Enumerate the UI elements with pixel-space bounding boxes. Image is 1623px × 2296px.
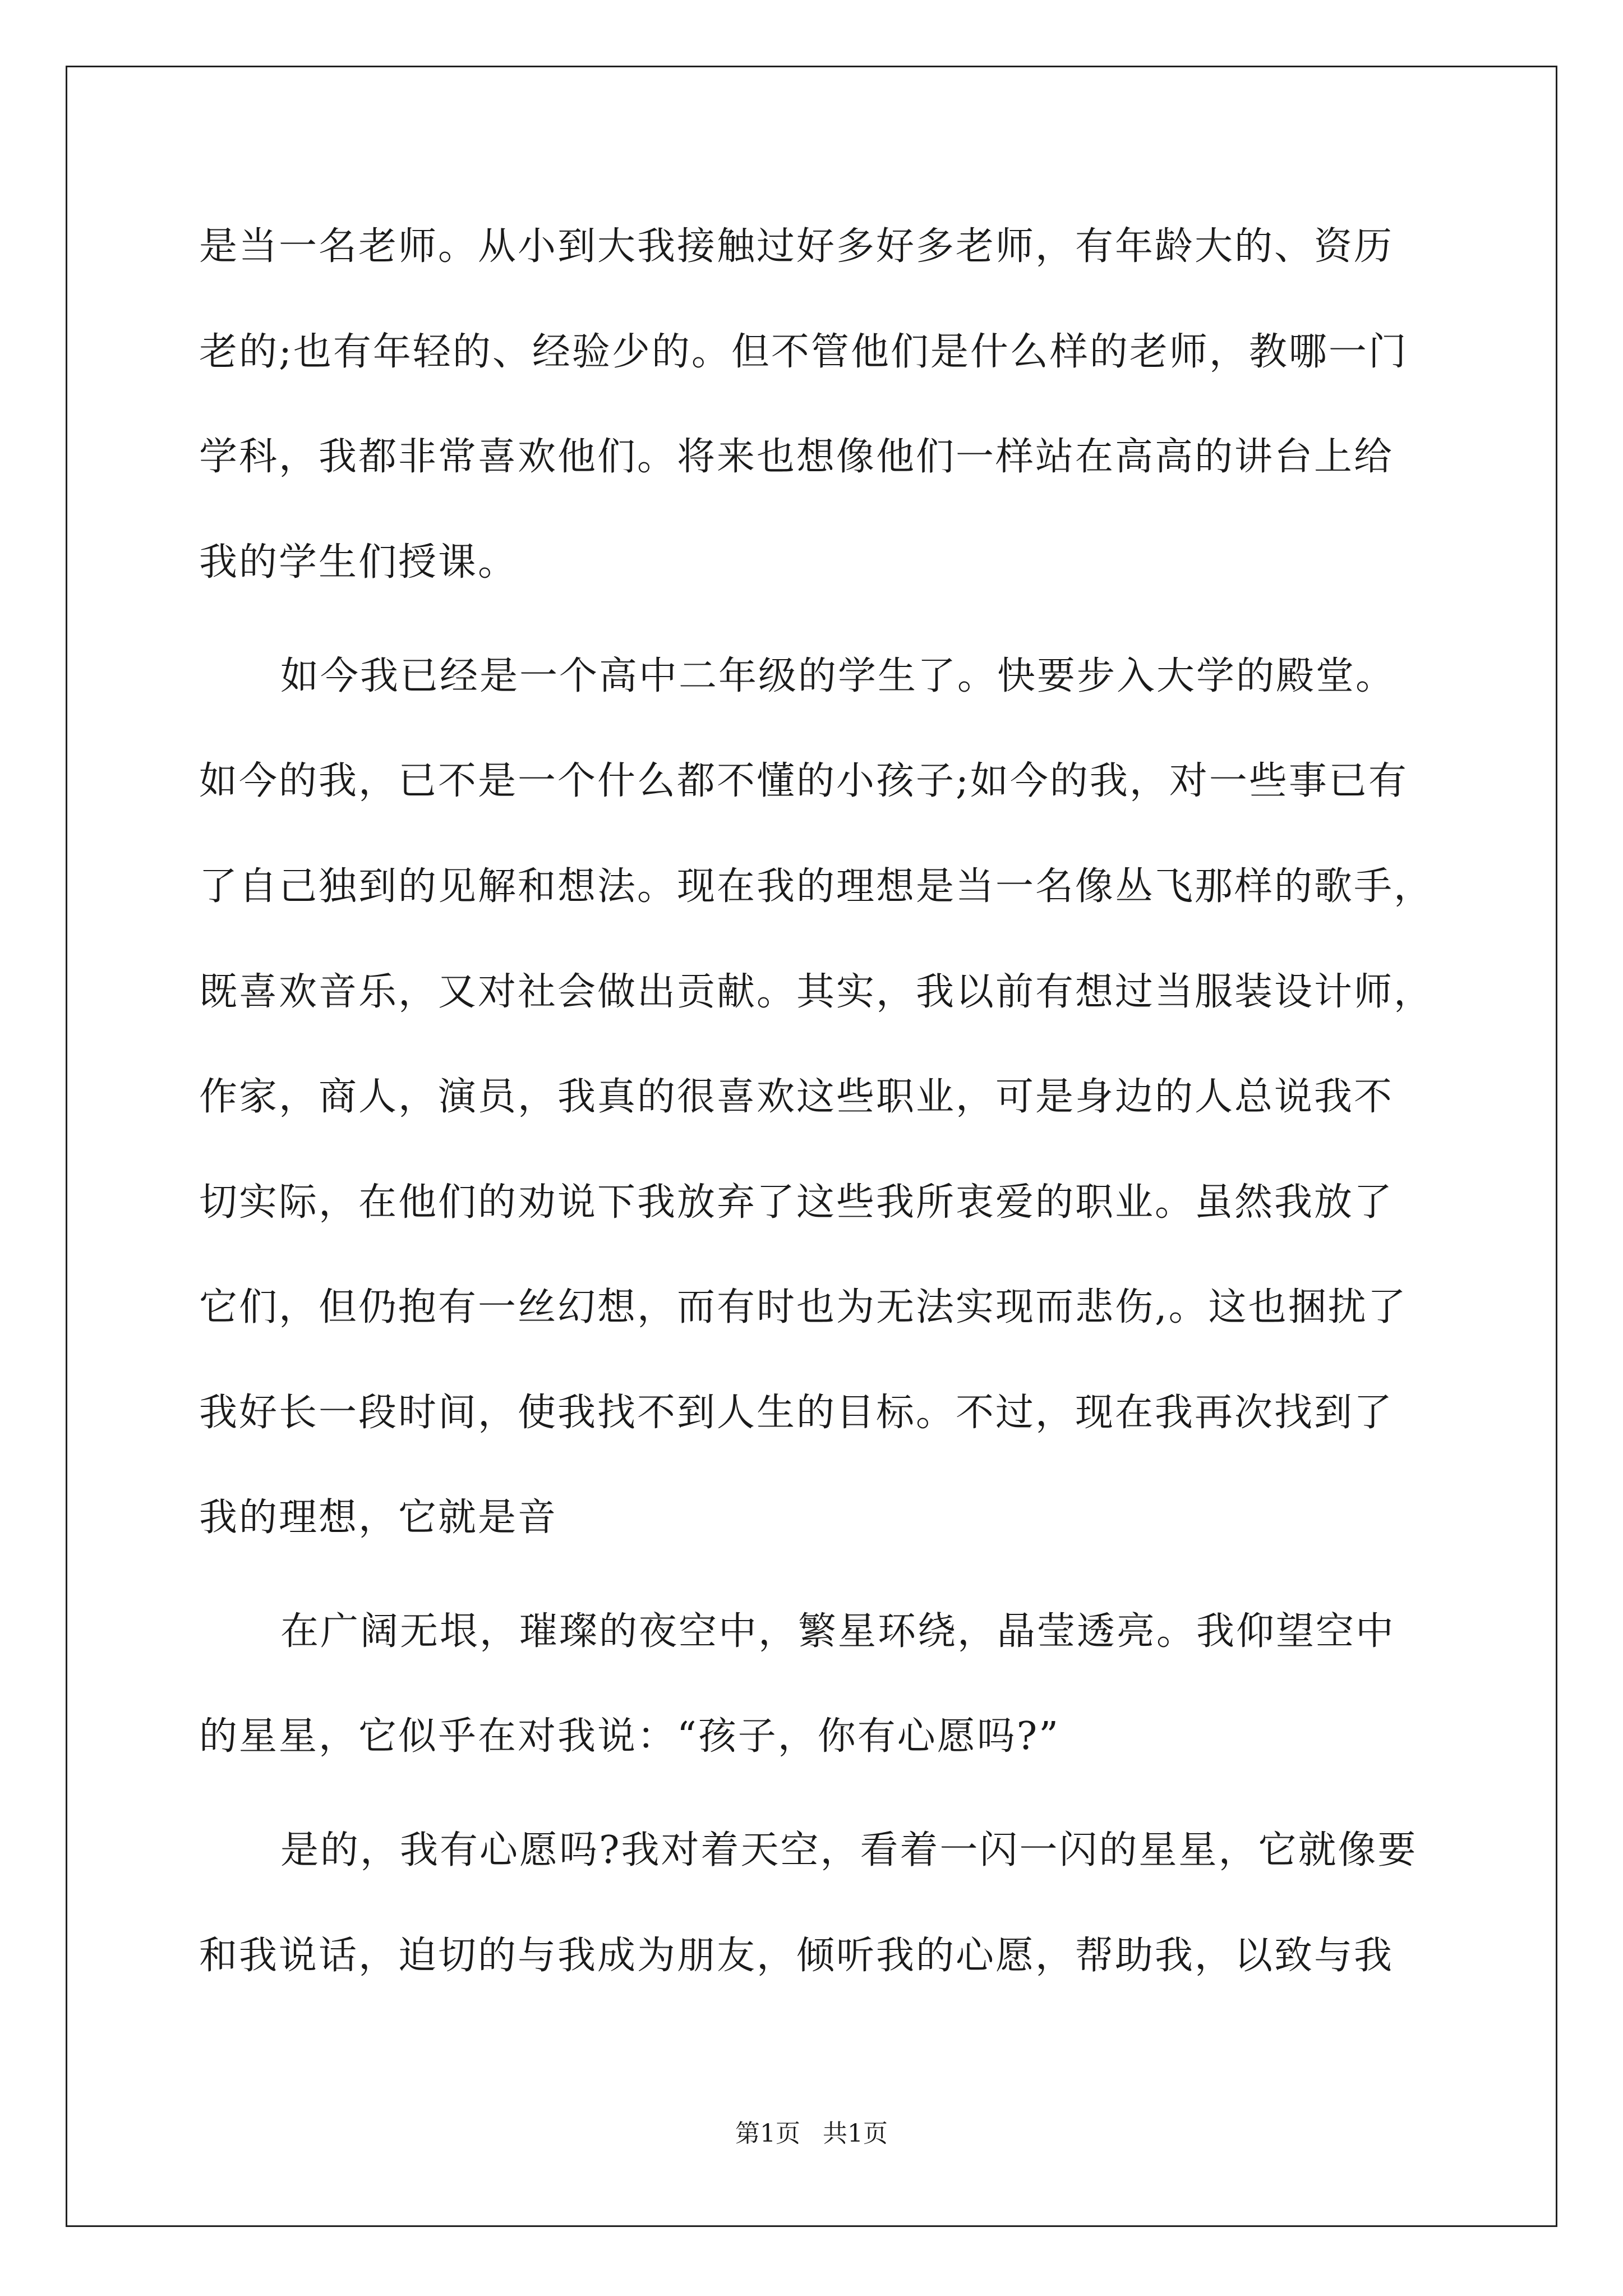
- text-line: 切实际，在他们的劝说下我放弃了这些我所衷爱的职业。虽然我放了: [199, 1180, 1394, 1225]
- paragraph-start-line: 如今我已经是一个高中二年级的学生了。快要步入大学的殿堂。: [280, 654, 1396, 698]
- text-line: 我好长一段时间，使我找不到人生的目标。不过，现在我再次找到了: [199, 1391, 1394, 1435]
- text-line: 如今的我，已不是一个什么都不懂的小孩子;如今的我，对一些事已有: [199, 759, 1408, 803]
- page-border: [66, 66, 1557, 2227]
- text-line: 既喜欢音乐，又对社会做出贡献。其实，我以前有想过当服装设计师，: [199, 970, 1434, 1014]
- text-line: 学科，我都非常喜欢他们。将来也想像他们一样站在高高的讲台上给: [199, 435, 1394, 479]
- page-number: 第1页: [735, 2119, 800, 2148]
- text-line: 我的学生们授课。: [199, 540, 518, 585]
- paragraph-start-line: 是的，我有心愿吗?我对着天空，看着一闪一闪的星星，它就像要: [280, 1828, 1418, 1872]
- text-line: 了自己独到的见解和想法。现在我的理想是当一名像丛飞那样的歌手，: [199, 864, 1434, 909]
- text-line: 我的理想，它就是音: [199, 1496, 558, 1540]
- text-line: 是当一名老师。从小到大我接触过好多好多老师，有年龄大的、资历: [199, 224, 1394, 269]
- text-line: 老的;也有年轻的、经验少的。但不管他们是什么样的老师，教哪一门: [199, 330, 1408, 374]
- page-total: 共1页: [823, 2119, 888, 2148]
- paragraph-start-line: 在广阔无垠，璀璨的夜空中，繁星环绕，晶莹透亮。我仰望空中: [280, 1609, 1396, 1654]
- page-footer: [0, 2113, 1623, 2149]
- text-line: 的星星，它似乎在对我说：“孩子，你有心愿吗?”: [199, 1714, 1060, 1759]
- text-line: 作家，商人，演员，我真的很喜欢这些职业，可是身边的人总说我不: [199, 1075, 1394, 1119]
- text-line: 它们，但仍抱有一丝幻想，而有时也为无法实现而悲伤,。这也捆扰了: [199, 1285, 1408, 1329]
- text-line: 和我说话，迫切的与我成为朋友，倾听我的心愿，帮助我，以致与我: [199, 1934, 1394, 1978]
